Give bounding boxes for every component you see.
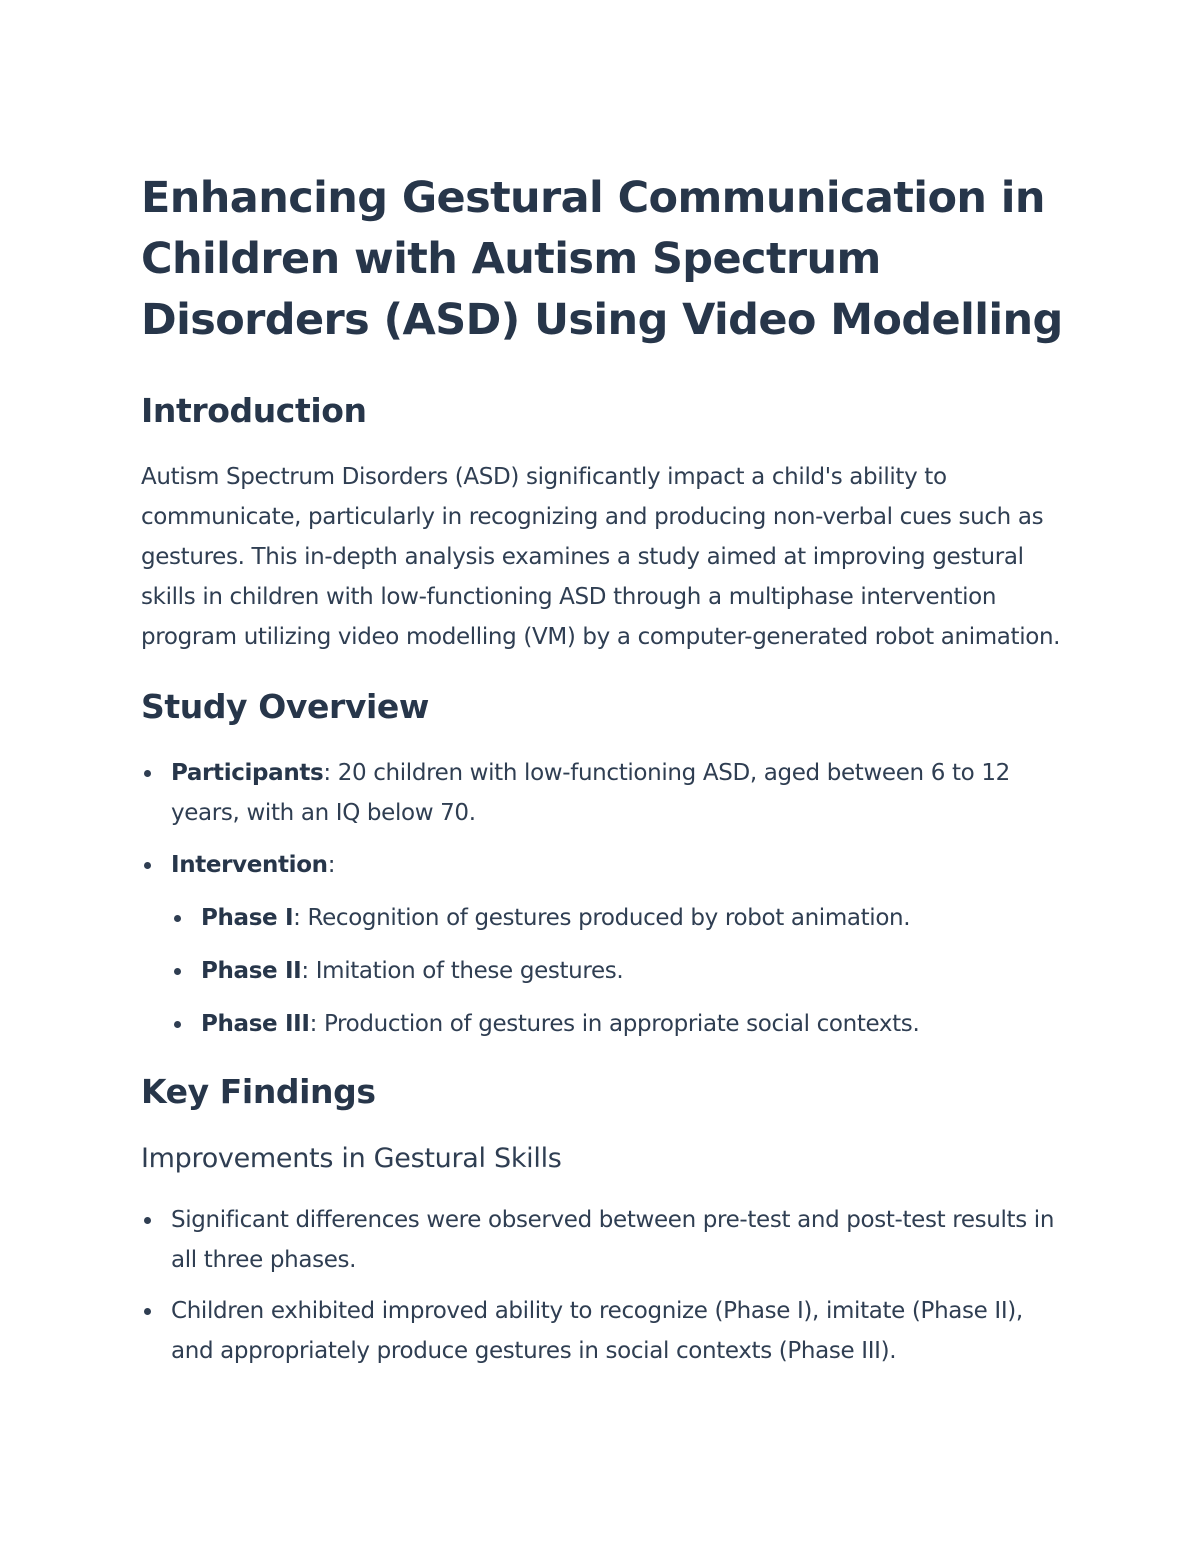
finding-text: Significant differences were observed between pre-test and post-test results in all three phases. [171, 1207, 1055, 1273]
phase-text: : Production of gestures in appropriate social contexts. [309, 1011, 920, 1037]
phase-list [141, 898, 1071, 1044]
key-findings-heading: Key Findings [141, 1072, 376, 1111]
participants-label: Participants [171, 760, 324, 786]
study-overview-list [141, 753, 1071, 885]
phase-text: : Imitation of these gestures. [301, 958, 624, 984]
document-page [141, 168, 1071, 1371]
phase-label: Phase III [201, 1011, 310, 1037]
bullet-icon [144, 862, 151, 869]
bullet-icon [174, 968, 181, 975]
finding-text: Children exhibited improved ability to recognize (Phase I), imitate (Phase II), and appropriately produce gestures in social contexts (Phase III). [171, 1298, 1023, 1364]
list-item-intervention [141, 845, 1071, 885]
list-item-phase-1 [141, 898, 1071, 938]
phase-label: Phase I [201, 905, 294, 931]
improvements-subheading: Improvements in Gestural Skills [141, 1143, 562, 1174]
intervention-text: : [327, 852, 336, 878]
intervention-label: Intervention [171, 852, 328, 878]
introduction-paragraph: Autism Spectrum Disorders (ASD) significantly impact a child's ability to communicate, particularly in recognizing and producing non-verbal cues such as gestures. This in-depth analysis examines a study aimed at improving gestural skills in children with low-functioning ASD through a multiphase intervention program utilizing video modelling (VM) by a computer-generated robot animation. [141, 464, 1061, 650]
list-item-finding [141, 1200, 1071, 1280]
bullet-icon [144, 1308, 151, 1315]
phase-label: Phase II [201, 958, 302, 984]
list-item-participants [141, 753, 1071, 833]
introduction-heading: Introduction [141, 391, 367, 430]
bullet-icon [144, 1217, 151, 1224]
list-item-phase-2 [141, 951, 1071, 991]
phase-text: : Recognition of gestures produced by robot animation. [293, 905, 911, 931]
list-item-finding [141, 1291, 1071, 1371]
study-overview-heading: Study Overview [141, 687, 429, 726]
bullet-icon [174, 915, 181, 922]
bullet-icon [144, 770, 151, 777]
list-item-phase-3 [141, 1004, 1071, 1044]
document-title: Enhancing Gestural Communication in Children with Autism Spectrum Disorders (ASD) Using Video Modelling [141, 173, 1063, 345]
participants-text: : 20 children with low-functioning ASD, aged between 6 to 12 years, with an IQ below 70. [171, 760, 1010, 826]
key-findings-list [141, 1200, 1071, 1371]
bullet-icon [174, 1021, 181, 1028]
